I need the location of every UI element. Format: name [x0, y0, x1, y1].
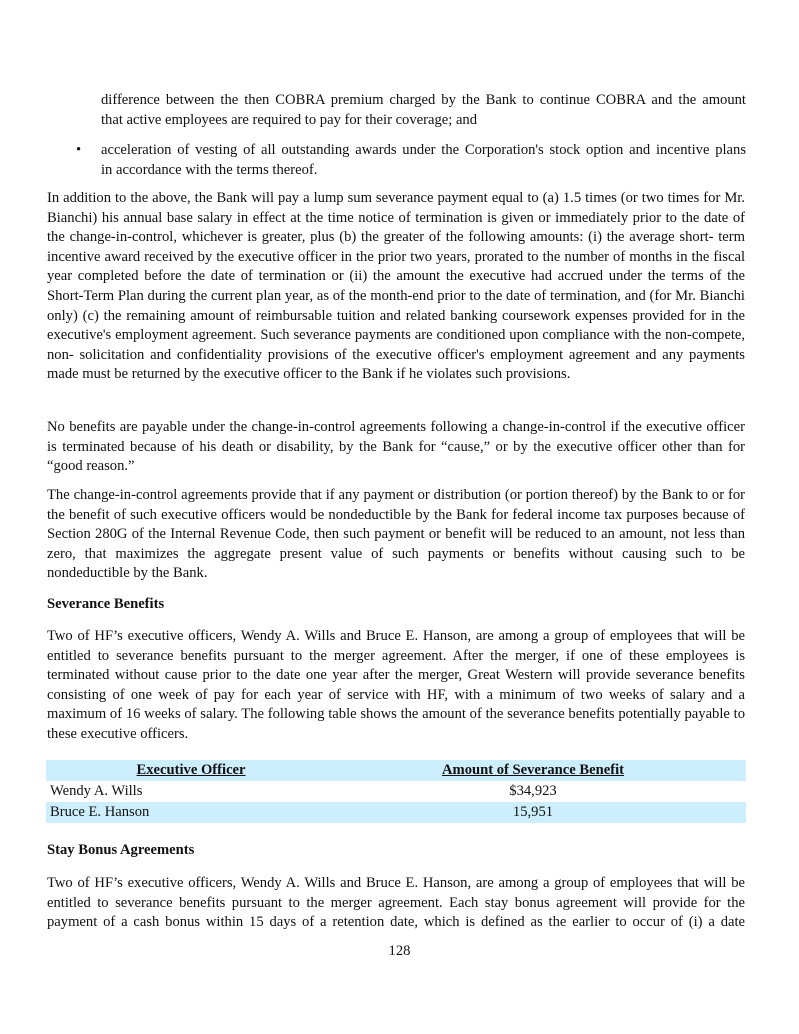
continuation-line-1: difference between the then COBRA premium charged by the Bank to continue COBRA and the amount [101, 92, 746, 108]
table-header-row [46, 760, 746, 781]
severance-amount: 15,951 [512, 804, 554, 820]
paragraph-280g: The change-in-control agreements provide that if any payment or distribution (or portion thereof) by the Bank to or for the benefit of such executive officers would be nondeductible by the Bank for federal income tax purposes because of Section 280G of the Internal Revenue Code, then such payment or benefit will be reduced to an amount, not less than zero, that maximizes the aggregate present value of such payments or benefits without causing such to be nondeductible by the Bank. [47, 487, 745, 582]
cobra-continuation [101, 91, 746, 130]
continuation-line-2: that active employees are required to pay for their coverage; and [101, 111, 478, 128]
heading-severance-benefits: Severance Benefits [47, 596, 165, 612]
page-number: 128 [388, 943, 411, 959]
severance-table [46, 760, 746, 823]
bullet-line-1: acceleration of vesting of all outstanding awards under the Corporation's stock option and incentive plans [101, 142, 746, 158]
officer-name: Wendy A. Wills [50, 783, 143, 799]
paragraph-no-benefits: No benefits are payable under the change-in-control agreements following a change-in-control if the executive officer is terminated because of his death or disability, by the Bank for “cause,” or by the executive officer other than for “good reason.” [47, 419, 745, 475]
officer-name: Bruce E. Hanson [50, 804, 150, 820]
bullet-icon: • [76, 142, 82, 158]
heading-stay-bonus: Stay Bonus Agreements [47, 842, 195, 858]
header-executive-officer: Executive Officer [136, 762, 246, 778]
table-row [46, 781, 746, 802]
paragraph-lump-sum: In addition to the above, the Bank will pay a lump sum severance payment equal to (a) 1.5 times (or two times for Mr. Bianchi) his annual base salary in effect at the time notice of termination is given or immediately prior to the date of the change-in-control, whichever is greater, plus (b) the greater of the following amounts: (i) the average short- term incentive award received by the executive officer in the prior two years, prorated to the number of months in the fiscal year completed before the date of termination or (ii) the amount the executive had accrued under the terms of the Short-Term Plan during the current plan year, as of the month-end prior to the date of termination, and (for Mr. Bianchi only) (c) the remaining amount of reimbursable tuition and related banking coursework expenses provided for in the executive's employment agreement. Such severance payments are conditioned upon compliance with the non-compete, non- solicitation and confidentiality provisions of the executive officer's employment agreement and any payments made must be returned by the executive officer to the Bank if he violates such provisions. [47, 190, 745, 383]
severance-amount: $34,923 [509, 783, 557, 799]
bullet-line-2: in accordance with the terms thereof. [101, 161, 318, 178]
table-row [46, 802, 746, 823]
paragraph-stay-bonus: Two of HF’s executive officers, Wendy A. Wills and Bruce E. Hanson, are among a group of employees that will be entitled to severance benefits pursuant to the merger agreement. Each stay bonus agreement will provide for the payment of a cash bonus within 15 days of a retention date, which is defined as the earlier to occur of (i) a date [47, 875, 745, 931]
paragraph-severance: Two of HF’s executive officers, Wendy A. Wills and Bruce E. Hanson, are among a group of employees that will be entitled to severance benefits pursuant to the merger agreement. After the merger, if one of these employees is terminated without cause prior to the date one year after the merger, Great Western will provide severance benefits consisting of one week of pay for each year of service with HF, with a minimum of two weeks of salary and a maximum of 16 weeks of salary. The following table shows the amount of the severance benefits potentially payable to these executive officers. [47, 628, 745, 742]
header-severance-amount: Amount of Severance Benefit [442, 762, 624, 778]
